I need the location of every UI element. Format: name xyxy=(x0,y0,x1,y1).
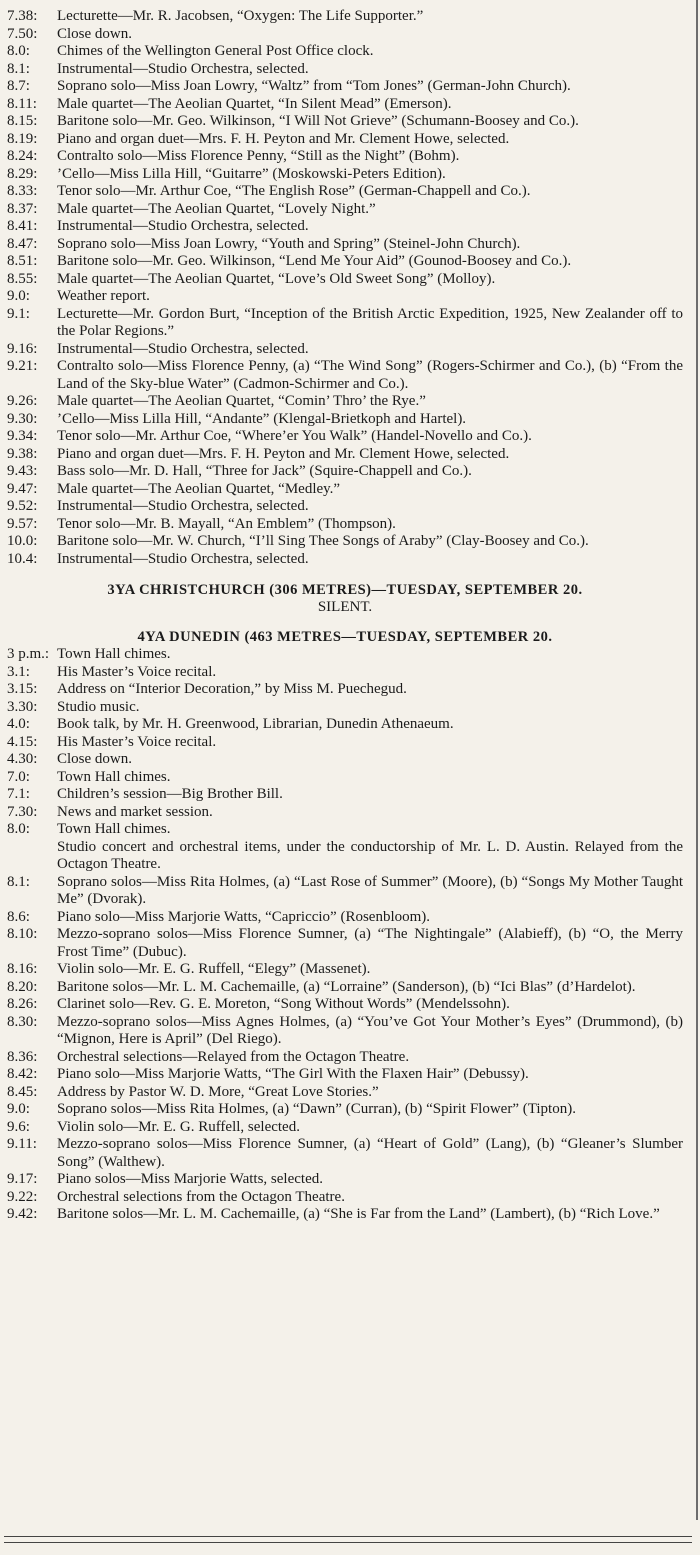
entry-time: 8.15: xyxy=(7,113,38,129)
programme-entry xyxy=(7,533,683,551)
entry-text: Male quartet—The Aeolian Quartet, “Medley.” xyxy=(57,480,341,497)
entry-text: Town Hall chimes. xyxy=(57,821,171,837)
entry-time: 8.41: xyxy=(7,218,38,234)
entry-time: 8.0: xyxy=(7,43,30,59)
entry-text: Baritone solo—Mr. Geo. Wilkinson, “Lend Me Your Aid” (Gounod-Boosey and Co.). xyxy=(57,253,572,269)
entry-text: Piano solos—Miss Marjorie Watts, selected. xyxy=(57,1171,323,1187)
programme-entry xyxy=(7,664,683,682)
programme-entry xyxy=(7,393,683,411)
entry-time: 9.0: xyxy=(7,1101,30,1117)
wellington-programme-list xyxy=(7,8,683,568)
entry-text: Tenor solo—Mr. Arthur Coe, “Where’er You Walk” (Handel-Novello and Co.). xyxy=(57,428,532,444)
programme-entry xyxy=(7,734,683,752)
entry-text: Instrumental—Studio Orchestra, selected. xyxy=(57,218,309,234)
programme-entry xyxy=(7,61,683,79)
entry-time: 4.15: xyxy=(7,733,38,750)
entry-text: Male quartet—The Aeolian Quartet, “In Silent Mead” (Emerson). xyxy=(57,95,452,112)
programme-entry xyxy=(7,341,683,359)
entry-time: 8.55: xyxy=(7,270,38,287)
programme-entry xyxy=(7,411,683,429)
programme-entry xyxy=(7,201,683,219)
entry-text: Address by Pastor W. D. More, “Great Love Stories.” xyxy=(57,1083,379,1100)
entry-text: Studio music. xyxy=(57,698,140,715)
programme-entry xyxy=(7,113,683,131)
entry-text: Instrumental—Studio Orchestra, selected. xyxy=(57,498,309,514)
entry-text: Address on “Interior Decoration,” by Miss M. Puechegud. xyxy=(57,681,407,697)
programme-entry xyxy=(7,8,683,26)
bottom-rule-secondary xyxy=(4,1542,692,1543)
programme-entry xyxy=(7,804,683,822)
programme-entry xyxy=(7,769,683,787)
entry-text: Tenor solo—Mr. B. Mayall, “An Emblem” (Thompson). xyxy=(57,515,396,532)
entry-text: Mezzo-soprano solos—Miss Agnes Holmes, (a) “You’ve Got Your Mother’s Eyes” (Drummond), (b) “Mignon, Here is April” (Del Riego). xyxy=(57,1013,683,1047)
programme-entry xyxy=(7,26,683,44)
entry-text: ’Cello—Miss Lilla Hill, “Andante” (Klengal-Brietkoph and Hartel). xyxy=(57,410,467,427)
entry-time: 9.47: xyxy=(7,480,38,497)
programme-entry xyxy=(7,926,683,961)
entry-time: 8.19: xyxy=(7,130,38,147)
entry-time: 9.21: xyxy=(7,358,38,374)
programme-entry xyxy=(7,428,683,446)
dunedin-programme-list xyxy=(7,646,683,1224)
entry-time: 8.47: xyxy=(7,235,38,252)
entry-time: 9.43: xyxy=(7,463,38,479)
entry-time: 9.30: xyxy=(7,410,38,427)
entry-time: 7.50: xyxy=(7,25,38,42)
programme-entry xyxy=(7,1136,683,1171)
entry-time: 3.1: xyxy=(7,663,30,680)
programme-entry xyxy=(7,166,683,184)
entry-time: 8.24: xyxy=(7,148,38,164)
christchurch-heading: 3YA CHRISTCHURCH (306 METRES)—TUESDAY, SEPTEMBER 20. xyxy=(107,582,583,598)
programme-entry xyxy=(7,961,683,979)
entry-text: Orchestral selections from the Octagon Theatre. xyxy=(57,1188,345,1205)
entry-text: Piano and organ duet—Mrs. F. H. Peyton and Mr. Clement Howe, selected. xyxy=(57,130,510,147)
entry-time: 3 p.m.: xyxy=(7,646,50,662)
programme-entry xyxy=(7,716,683,734)
entry-text: Baritone solo—Mr. W. Church, “I’ll Sing Thee Songs of Araby” (Clay-Boosey and Co.). xyxy=(57,533,589,549)
entry-time: 9.38: xyxy=(7,445,38,462)
entry-text: Soprano solos—Miss Rita Holmes, (a) “Last Rose of Summer” (Moore), (b) “Songs My Mother Taught Me” (Dvorak). xyxy=(57,873,683,907)
entry-text: Town Hall chimes. xyxy=(57,646,171,662)
entry-time: 9.1: xyxy=(7,305,30,322)
entry-time: 8.33: xyxy=(7,183,38,199)
entry-time: 8.1: xyxy=(7,873,30,890)
programme-entry xyxy=(7,358,683,393)
entry-text: Studio concert and orchestral items, under the conductorship of Mr. L. D. Austin. Relayed from the Octagon Theatre. xyxy=(57,838,683,872)
programme-entry xyxy=(7,1066,683,1084)
entry-time: 8.45: xyxy=(7,1083,38,1100)
entry-text: Soprano solo—Miss Joan Lowry, “Waltz” from “Tom Jones” (German-John Church). xyxy=(57,78,571,94)
entry-text: Male quartet—The Aeolian Quartet, “Lovely Night.” xyxy=(57,200,376,217)
entry-time: 9.57: xyxy=(7,515,38,532)
entry-time: 9.0: xyxy=(7,288,30,304)
entry-time: 3.15: xyxy=(7,681,38,697)
programme-entry xyxy=(7,148,683,166)
programme-entry xyxy=(7,874,683,909)
entry-time: 8.26: xyxy=(7,996,38,1012)
entry-time: 9.22: xyxy=(7,1188,38,1205)
entry-time: 8.37: xyxy=(7,200,38,217)
entry-time: 8.51: xyxy=(7,253,38,269)
entry-text: His Master’s Voice recital. xyxy=(57,663,217,680)
programme-entry xyxy=(7,253,683,271)
entry-text: Baritone solos—Mr. L. M. Cachemaille, (a) “She is Far from the Land” (Lambert), (b) “Rich Love.” xyxy=(57,1206,660,1222)
entry-text: Instrumental—Studio Orchestra, selected. xyxy=(57,60,309,77)
programme-entry xyxy=(7,1101,683,1119)
programme-entry xyxy=(7,516,683,534)
entry-text: Orchestral selections—Relayed from the Octagon Theatre. xyxy=(57,1048,410,1065)
programme-entry xyxy=(7,1049,683,1067)
entry-time: 9.34: xyxy=(7,428,38,444)
entry-text: Lecturette—Mr. R. Jacobsen, “Oxygen: The Life Supporter.” xyxy=(57,8,424,24)
programme-entry xyxy=(7,786,683,804)
entry-text: Contralto solo—Miss Florence Penny, (a) “The Wind Song” (Rogers-Schirmer and Co.), (b) “From the Land of the Sky-blue Water” (Cadmon-Schirmer and Co.). xyxy=(57,358,683,392)
entry-time: 9.52: xyxy=(7,498,38,514)
programme-entry xyxy=(7,1171,683,1189)
programme-entry xyxy=(7,699,683,717)
entry-text: Instrumental—Studio Orchestra, selected. xyxy=(57,340,309,357)
entry-text: Book talk, by Mr. H. Greenwood, Librarian, Dunedin Athenaeum. xyxy=(57,716,454,732)
programme-entry xyxy=(7,1189,683,1207)
entry-text: Baritone solo—Mr. Geo. Wilkinson, “I Will Not Grieve” (Schumann-Boosey and Co.). xyxy=(57,113,579,129)
entry-text: News and market session. xyxy=(57,803,213,820)
entry-text: Children’s session—Big Brother Bill. xyxy=(57,786,283,802)
entry-time: 10.4: xyxy=(7,550,38,567)
entry-time: 9.17: xyxy=(7,1171,38,1187)
entry-text: Town Hall chimes. xyxy=(57,768,171,785)
programme-entry xyxy=(7,681,683,699)
programme-entry xyxy=(7,96,683,114)
entry-time: 7.0: xyxy=(7,768,30,785)
programme-entry xyxy=(7,306,683,341)
programme-entry xyxy=(7,979,683,997)
entry-text: Bass solo—Mr. D. Hall, “Three for Jack” (Squire-Chappell and Co.). xyxy=(57,463,472,479)
entry-time: 8.20: xyxy=(7,978,38,995)
entry-text: Violin solo—Mr. E. G. Ruffell, “Elegy” (Massenet). xyxy=(57,961,371,977)
programme-entry xyxy=(7,78,683,96)
entry-text: Tenor solo—Mr. Arthur Coe, “The English Rose” (German-Chappell and Co.). xyxy=(57,183,531,199)
entry-text: Male quartet—The Aeolian Quartet, “Comin’ Thro’ the Rye.” xyxy=(57,393,426,409)
entry-time: 8.10: xyxy=(7,926,38,942)
entry-text: Soprano solo—Miss Joan Lowry, “Youth and Spring” (Steinel-John Church). xyxy=(57,235,521,252)
programme-entry xyxy=(7,751,683,769)
entry-time: 7.1: xyxy=(7,786,30,802)
entry-text: ’Cello—Miss Lilla Hill, “Guitarre” (Moskowski-Peters Edition). xyxy=(57,165,446,182)
programme-entry xyxy=(7,236,683,254)
programme-entry xyxy=(7,996,683,1014)
dunedin-heading: 4YA DUNEDIN (463 METRES—TUESDAY, SEPTEMBER 20. xyxy=(137,629,553,645)
entry-time: 8.36: xyxy=(7,1048,38,1065)
entry-time: 8.11: xyxy=(7,95,37,112)
programme-entry xyxy=(7,1206,683,1224)
entry-text: Mezzo-soprano solos—Miss Florence Sumner, (a) “The Nightingale” (Alabieff), (b) “O, the Merry Frost Time” (Dubuc). xyxy=(57,926,683,960)
programme-note xyxy=(7,839,683,874)
entry-time: 4.0: xyxy=(7,716,30,732)
programme-entry xyxy=(7,821,683,839)
programme-entry xyxy=(7,498,683,516)
entry-text: Clarinet solo—Rev. G. E. Moreton, “Song Without Words” (Mendelssohn). xyxy=(57,996,510,1012)
programme-entry xyxy=(7,271,683,289)
entry-time: 8.30: xyxy=(7,1013,38,1030)
programme-entry xyxy=(7,463,683,481)
programme-entry xyxy=(7,646,683,664)
entry-time: 8.7: xyxy=(7,78,30,94)
programme-entry xyxy=(7,446,683,464)
entry-text: Mezzo-soprano solos—Miss Florence Sumner, (a) “Heart of Gold” (Lang), (b) “Gleaner’s Slumber Song” (Walthew). xyxy=(57,1136,683,1170)
entry-text: Close down. xyxy=(57,25,132,42)
entry-time: 7.30: xyxy=(7,803,38,820)
entry-time: 8.16: xyxy=(7,961,38,977)
programme-entry xyxy=(7,218,683,236)
entry-text: Soprano solos—Miss Rita Holmes, (a) “Dawn” (Curran), (b) “Spirit Flower” (Tipton). xyxy=(57,1101,576,1117)
entry-time: 8.6: xyxy=(7,908,30,925)
entry-time: 9.16: xyxy=(7,340,38,357)
entry-text: Contralto solo—Miss Florence Penny, “Still as the Night” (Bohm). xyxy=(57,148,460,164)
programme-entry xyxy=(7,183,683,201)
bottom-rule xyxy=(4,1536,692,1537)
entry-text: Piano and organ duet—Mrs. F. H. Peyton and Mr. Clement Howe, selected. xyxy=(57,445,510,462)
entry-time: 8.0: xyxy=(7,821,30,837)
programme-entry xyxy=(7,43,683,61)
entry-text: Male quartet—The Aeolian Quartet, “Love’s Old Sweet Song” (Molloy). xyxy=(57,270,496,287)
entry-time: 9.11: xyxy=(7,1136,37,1152)
entry-time: 9.42: xyxy=(7,1206,38,1222)
entry-text: His Master’s Voice recital. xyxy=(57,733,217,750)
entry-time: 8.42: xyxy=(7,1066,38,1082)
entry-text: Weather report. xyxy=(57,288,150,304)
entry-time: 8.1: xyxy=(7,60,30,77)
entry-time: 8.29: xyxy=(7,165,38,182)
entry-time: 3.30: xyxy=(7,698,38,715)
programme-entry xyxy=(7,131,683,149)
entry-text: Chimes of the Wellington General Post Office clock. xyxy=(57,43,374,59)
entry-text: Close down. xyxy=(57,751,132,767)
entry-text: Lecturette—Mr. Gordon Burt, “Inception of the British Arctic Expedition, 1925, New Zealander off to the Polar Regions.” xyxy=(57,305,683,339)
entry-text: Piano solo—Miss Marjorie Watts, “The Girl With the Flaxen Hair” (Debussy). xyxy=(57,1066,529,1082)
programme-entry xyxy=(7,288,683,306)
entry-time: 4.30: xyxy=(7,751,38,767)
entry-text: Instrumental—Studio Orchestra, selected. xyxy=(57,550,309,567)
entry-text: Violin solo—Mr. E. G. Ruffell, selected. xyxy=(57,1118,300,1135)
programme-entry xyxy=(7,1014,683,1049)
programme-entry xyxy=(7,1084,683,1102)
entry-time: 9.6: xyxy=(7,1118,30,1135)
programme-entry xyxy=(7,481,683,499)
entry-time: 7.38: xyxy=(7,8,38,24)
entry-text: Piano solo—Miss Marjorie Watts, “Capriccio” (Rosenbloom). xyxy=(57,908,431,925)
newspaper-column xyxy=(7,8,683,1224)
programme-entry xyxy=(7,551,683,569)
entry-time: 10.0: xyxy=(7,533,38,549)
entry-text: Baritone solos—Mr. L. M. Cachemaille, (a) “Lorraine” (Sanderson), (b) “Ici Blas” (d’Hardelot). xyxy=(57,978,636,995)
christchurch-silent-note: SILENT. xyxy=(317,599,373,615)
entry-time: 9.26: xyxy=(7,393,38,409)
column-rule xyxy=(696,0,698,1520)
programme-entry xyxy=(7,909,683,927)
programme-entry xyxy=(7,1119,683,1137)
